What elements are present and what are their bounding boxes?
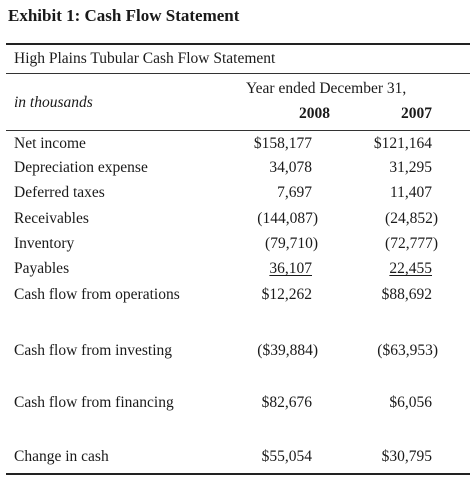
row-label-receivables: Receivables <box>14 210 89 227</box>
row-value-payables-2008: 36,107 <box>269 260 312 277</box>
row-value-deferred-taxes-2008: 7,697 <box>277 184 312 201</box>
row-label-cash-flow-operations: Cash flow from operations <box>14 286 180 303</box>
row-value-net-income-2007: $121,164 <box>373 135 432 152</box>
column-header-2007: 2007 <box>401 105 432 122</box>
row-value-change-in-cash-2008: $55,054 <box>261 448 312 465</box>
row-value-net-income-2008: $158,177 <box>253 135 312 152</box>
row-value-cash-flow-operations-2007: $88,692 <box>381 286 432 303</box>
column-header-2008: 2008 <box>299 105 330 122</box>
row-value-payables-2007: 22,455 <box>389 260 432 277</box>
row-value-depreciation-2007: 31,295 <box>389 159 432 176</box>
row-value-deferred-taxes-2007: 11,407 <box>389 184 432 201</box>
row-value-cash-flow-investing-2007: ($63,953) <box>377 342 438 359</box>
row-value-receivables-2007: (24,852) <box>385 210 438 227</box>
row-label-payables: Payables <box>14 260 70 277</box>
row-label-net-income: Net income <box>14 135 86 152</box>
row-value-receivables-2008: (144,087) <box>257 210 318 227</box>
row-label-change-in-cash: Change in cash <box>14 448 109 465</box>
row-value-cash-flow-financing-2008: $82,676 <box>261 394 312 411</box>
row-value-depreciation-2008: 34,078 <box>269 159 312 176</box>
period-header: Year ended December 31, <box>246 80 407 97</box>
row-label-cash-flow-financing: Cash flow from financing <box>14 394 174 411</box>
table-title: High Plains Tubular Cash Flow Statement <box>14 50 276 67</box>
row-value-cash-flow-financing-2007: $6,056 <box>389 394 432 411</box>
row-label-cash-flow-investing: Cash flow from investing <box>14 342 172 359</box>
units-label: in thousands <box>14 94 93 111</box>
title-divider <box>6 73 470 74</box>
row-value-cash-flow-investing-2008: ($39,884) <box>257 342 318 359</box>
row-value-change-in-cash-2007: $30,795 <box>381 448 432 465</box>
exhibit-title: Exhibit 1: Cash Flow Statement <box>8 6 240 25</box>
row-label-inventory: Inventory <box>14 235 75 252</box>
row-value-inventory-2007: (72,777) <box>385 235 438 252</box>
row-label-depreciation: Depreciation expense <box>14 159 148 176</box>
row-value-cash-flow-operations-2008: $12,262 <box>261 286 312 303</box>
row-label-deferred-taxes: Deferred taxes <box>14 184 105 201</box>
row-value-inventory-2008: (79,710) <box>265 235 318 252</box>
header-divider <box>6 130 470 131</box>
